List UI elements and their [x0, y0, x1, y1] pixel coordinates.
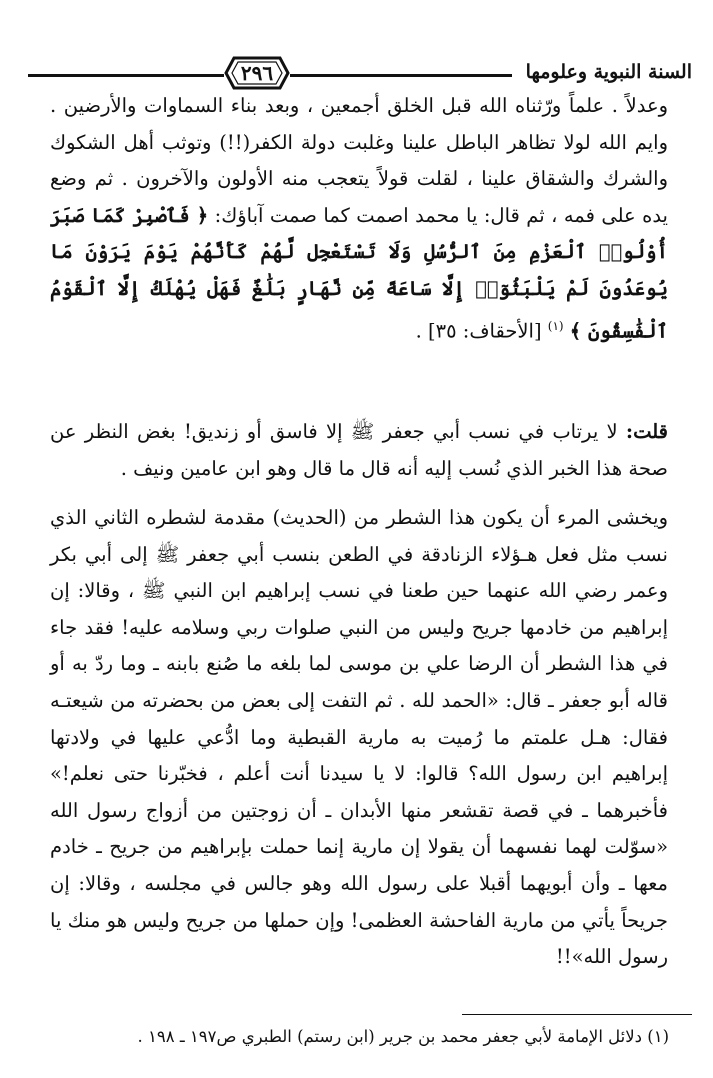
paragraph-2 — [50, 414, 668, 487]
paragraph-1-text: وعدلاً . علماً ورّثناه الله قبل الخلق أجمعين ، وبعد بناء السماوات والأرضين . وايم الله لولا تظاهر الباطل علينا وغلبت دولة الكفر(!!) وتوثب أهل الشكوك والشرك والشقاق علينا ، لقلت قولاً يتعجب منه الأولون والآخرون . ثم وضع يده على فمه ، ثم قال: يا محمد اصمت كما صمت آباؤك: — [50, 94, 668, 227]
verse-reference: [الأحقاف: ٣٥] . — [415, 319, 542, 343]
quran-verse: ﴿ فَٱصْبِرْ كَمَا صَبَرَ أُوْلُوا۟ ٱلْعَزْمِ مِنَ ٱلرُّسُلِ وَلَا تَسْتَعْجِل لَّهُمْ كَأَنَّهُمْ يَوْمَ يَرَوْنَ مَا يُوعَدُونَ لَمْ يَلْبَثُوٓا۟ إِلَّا سَاعَةً مِّن نَّهَارٍ بَلَٰغٌ فَهَلْ يُهْلَكُ إِلَّا ٱلْقَوْمُ ٱلْفَٰسِقُونَ ﴾ — [50, 203, 668, 343]
footnote-rule — [462, 1014, 692, 1015]
paragraph-1 — [50, 88, 668, 350]
page-number-badge — [224, 54, 290, 92]
paragraph-2-text: لا يرتاب في نسب أبي جعفر ﷺ إلا فاسق أو زنديق! بغض النظر عن صحة هذا الخبر الذي نُسب إليه أنه قال ما قال وهو ابن عامين ونيف . — [50, 420, 668, 480]
book-title: السنة النبوية وعلومها — [512, 52, 692, 92]
page-number: ٢٩٦ — [240, 61, 274, 85]
paragraph-2-label: قلت: — [625, 420, 668, 443]
paragraph-3-text: ويخشى المرء أن يكون هذا الشطر من (الحديث) مقدمة لشطره الثاني الذي نسب مثل فعل هـؤلاء الزنادقة في الطعن بنسب أبي جعفر ﷺ إلى أبي بكر وعمر رضي الله عنهما حين طعنا في نسب إبراهيم ابن النبي ﷺ ، وقالا: إن إبراهيم من خادمها جريح وليس من النبي صلوات ربي وسلامه عليه! فقد جاء في هذا الشطر أن الرضا علي بن موسى لما بلغه ما صُنع بابنه ـ وما ردّ به أو قاله أبو جعفر ـ قال: «الحمد لله . ثم التفت إلى بعض من بحضرته من شيعتـه فقال: هـل علمتم ما رُميت به مارية القبطية وما ادُّعي عليها في ولادتها إبراهيم ابن رسول الله؟ قالوا: لا يا سيدنا أنت أعلم ، فخبّرنا حتى نعلم!» فأخبرهما ـ في قصة تقشعر منها الأبدان ـ أن زوجتين من أزواج رسول الله «سوّلت لهما نفسهما أن يقولا إن مارية إنما حملت بإبراهيم من جريح ـ خادم معها ـ وأن أبويهما أقبلا على رسول الله وهو جالس في مجلسه ، وقالا: إن جريحاً يأتي من مارية الفاحشة العظمى! وإن حملها من جريح وليس هو منك يا رسول الله»!! — [50, 506, 668, 969]
footnote: (١) دلائل الإمامة لأبي جعفر محمد بن جرير (ابن رستم) الطبري ص١٩٧ ـ ١٩٨ . — [137, 1027, 669, 1046]
footnote-marker: (١) — [547, 318, 564, 333]
paragraph-3 — [50, 500, 668, 976]
